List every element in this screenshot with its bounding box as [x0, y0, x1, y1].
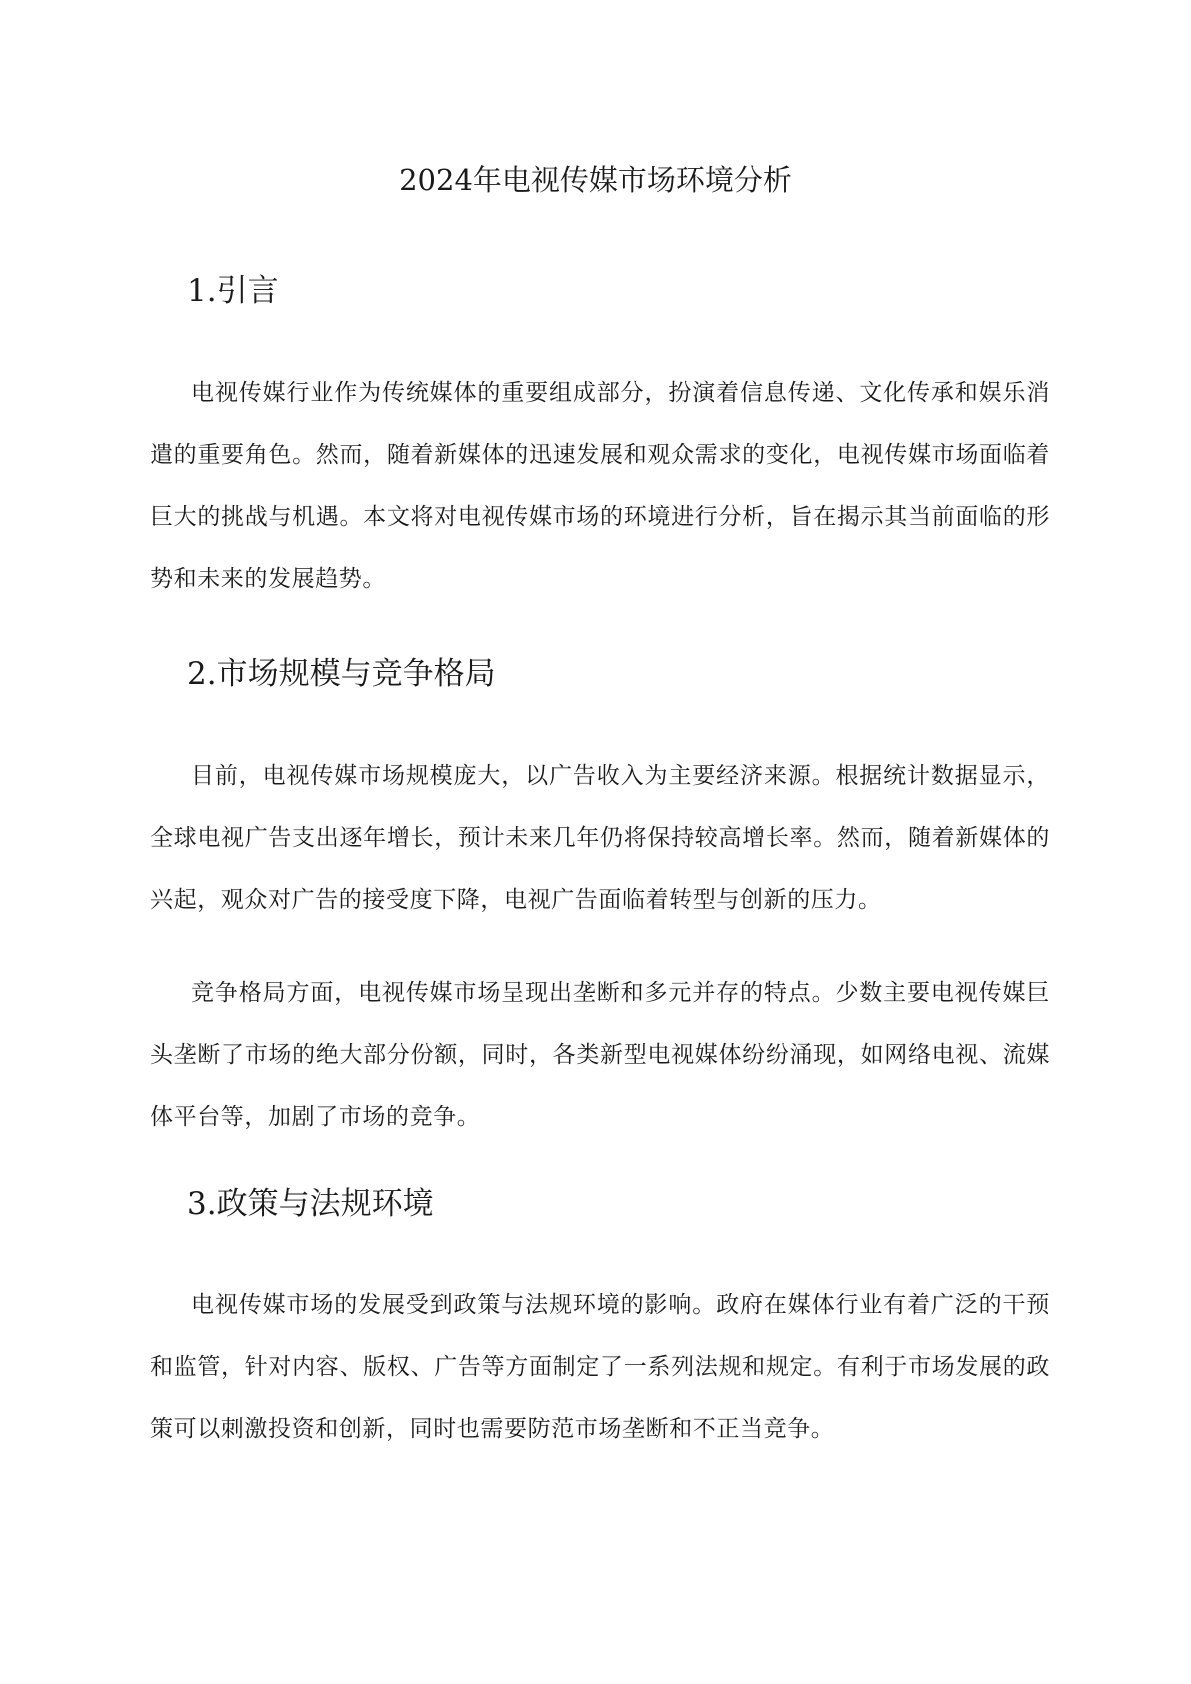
section-paragraph: 电视传媒市场的发展受到政策与法规环境的影响。政府在媒体行业有着广泛的干预和监管，针对内容、版权、广告等方面制定了一系列法规和规定。有利于市场发展的政策可以刺激投资和创新，同时也需要防范市场垄断和不正当竞争。 — [150, 1292, 1050, 1442]
section-paragraph: 目前，电视传媒市场规模庞大，以广告收入为主要经济来源。根据统计数据显示，全球电视广告支出逐年增长，预计未来几年仍将保持较高增长率。然而，随着新媒体的兴起，观众对广告的接受度下降，电视广告面临着转型与创新的压力。 — [150, 763, 1050, 913]
section-paragraph: 电视传媒行业作为传统媒体的重要组成部分，扮演着信息传递、文化传承和娱乐消遣的重要角色。然而，随着新媒体的迅速发展和观众需求的变化，电视传媒市场面临着巨大的挑战与机遇。本文将对电视传媒市场的环境进行分析，旨在揭示其当前面临的形势和未来的发展趋势。 — [150, 380, 1050, 592]
section-heading-policy: 3.政策与法规环境 — [187, 1186, 434, 1222]
section-heading-market-size: 2.市场规模与竞争格局 — [187, 656, 496, 692]
section-paragraph: 竞争格局方面，电视传媒市场呈现出垄断和多元并存的特点。少数主要电视传媒巨头垄断了市场的绝大部分份额，同时，各类新型电视媒体纷纷涌现，如网络电视、流媒体平台等，加剧了市场的竞争。 — [150, 980, 1050, 1130]
document-title: 2024年电视传媒市场环境分析 — [399, 163, 792, 197]
section-heading-introduction: 1.引言 — [187, 273, 279, 309]
